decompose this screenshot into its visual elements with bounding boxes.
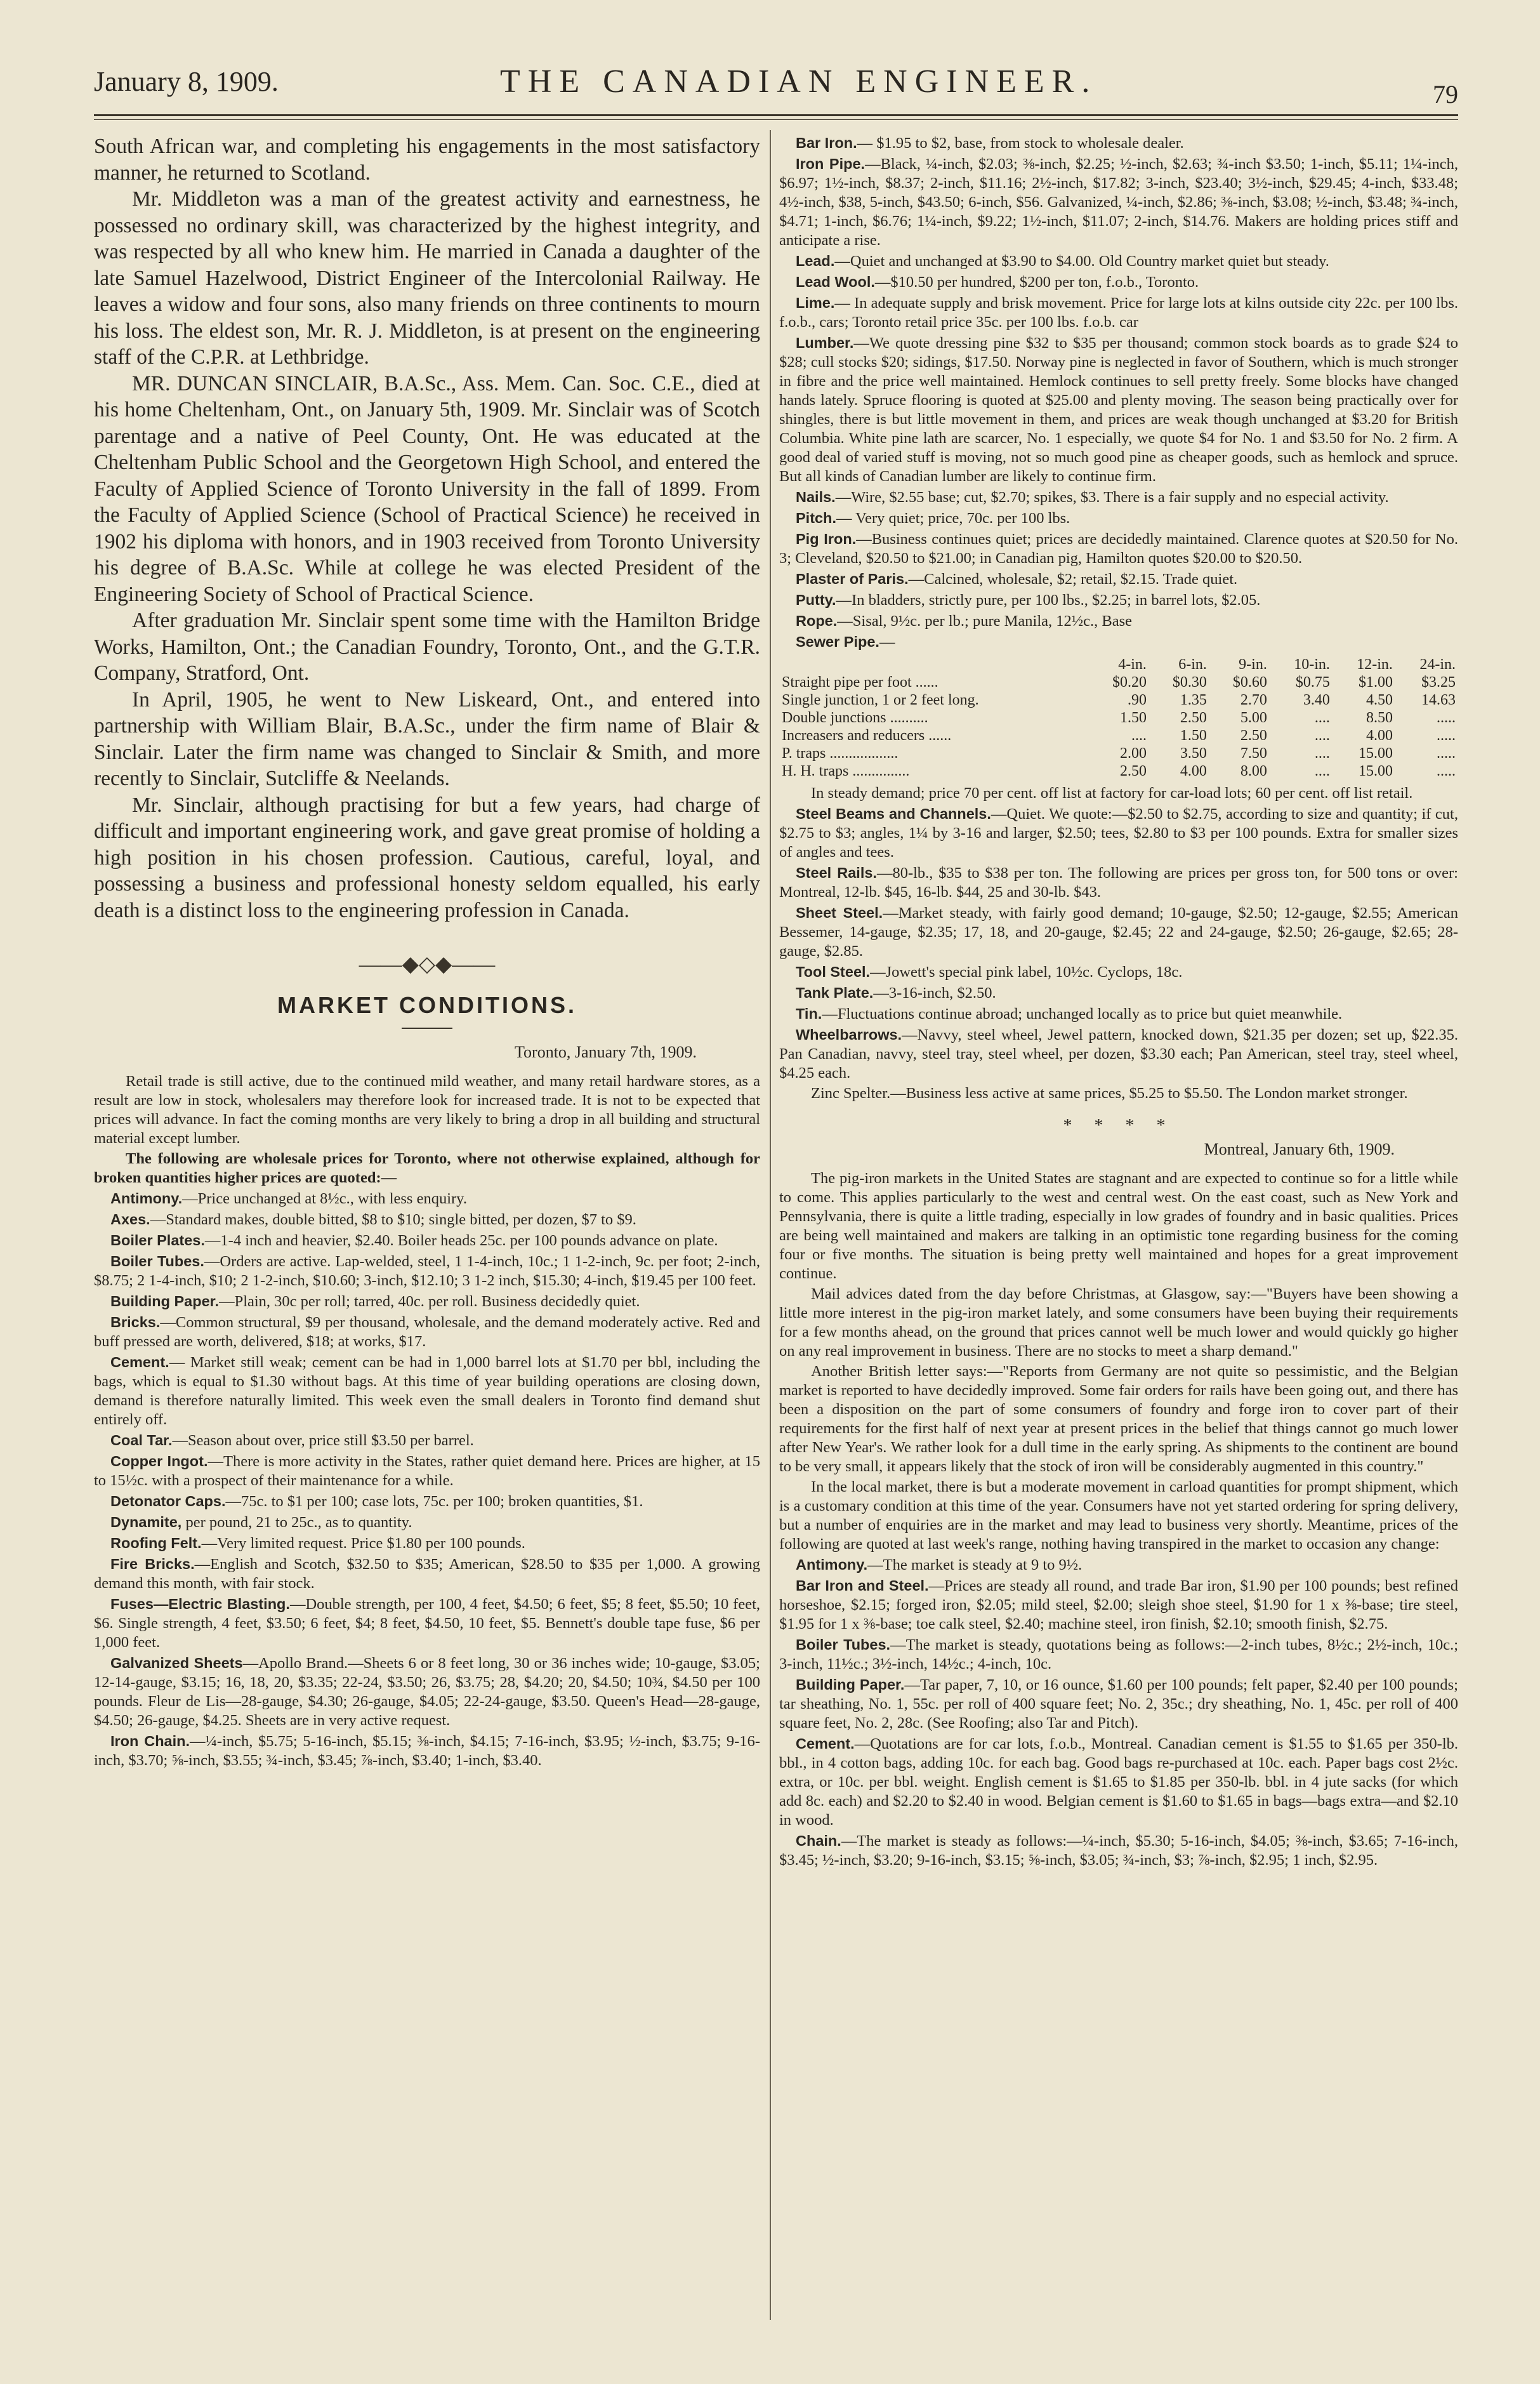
price-item-text: — xyxy=(879,633,895,651)
price-item-name: Bricks. xyxy=(110,1314,161,1330)
table-cell: 2.50 xyxy=(1119,763,1147,779)
price-item-name: Iron Chain. xyxy=(110,1733,190,1749)
table-cell: .... xyxy=(1314,763,1330,779)
price-item-text: —We quote dressing pine $32 to $35 per thousand; common stock boards as to grade $24 to $28; cull stocks $20; sidings, $17.50. Norway pine is neglected in favor of Southern, which is much stronger in fibre and the price well maintained. Hemlock continues to sell pretty freely. Some blocks have changed hands lately. Spruce flooring is quoted at $25.00 and plenty moving. The season being practically over for shingles, there is but little movement in them, and prices are weak though unchanged at $3.20 for British Columbia. White pine lath are scarcer, No. 1 especially, we quote $4 for No. 1 and $3.50 for No. 2 firm. A good deal of varied stuff is moving, not so much good pine as cheaper goods, such as hemlock and spruce. But all kinds of Canadian lumber are likely to continue firm. xyxy=(779,334,1458,485)
ornament-divider: ——◆◇◆—— xyxy=(359,953,496,976)
table-cell: $0.60 xyxy=(1232,674,1267,691)
price-item-text: —Season about over, price still $3.50 per barrel. xyxy=(172,1432,474,1449)
price-item xyxy=(94,1189,760,1209)
price-item xyxy=(779,529,1458,568)
table-cell: Double junctions .......... xyxy=(782,710,928,726)
price-item-text: —1-4 inch and heavier, $2.40. Boiler heads 25c. per 100 pounds advance on plate. xyxy=(204,1232,718,1249)
table-cell: 2.50 xyxy=(1180,710,1207,726)
price-item xyxy=(94,1431,760,1450)
bio-paragraph: In April, 1905, he went to New Liskeard, Ont., and entered into partnership with William Blair, B.A.Sc., under the firm name of Blair & Sinclair. Later the firm name was changed to Sinclair & Smith, and more recently to Sinclair, Sutcliffe & Neelands. xyxy=(94,687,760,790)
page-header xyxy=(94,60,1458,111)
market-intro: Retail trade is still active, due to the continued mild weather, and many retail hardware stores, as a result are low in stock, wholesalers may therefore look for increased trade. It is not to be expected that prices will advance. In fact the coming months are very likely to bring a drop in all building and structural material except lumber. xyxy=(94,1073,760,1147)
price-item-text: —Common structural, $9 per thousand, wholesale, and the demand moderately active. Red and buff pressed are worth, delivered, $18; at works, $17. xyxy=(94,1314,760,1350)
toronto-market xyxy=(94,1072,760,1770)
journal-title: THE CANADIAN ENGINEER. xyxy=(500,63,1098,100)
price-item xyxy=(94,1231,760,1250)
montreal-price-list xyxy=(779,1555,1458,1870)
price-item-text: —Quotations are for car lots, f.o.b., Montreal. Canadian cement is $1.55 to $1.65 per 350-lb. bbl., in 4 cotton bags, adding 10c. for each bag. Good bags re-purchased at 10c. each. Paper bags cost 2½c. extra, or 10c. per bbl. weight. English cement is $1.65 to $1.85 per 350-lb. bbl. in 4 jute sacks (for which add 8c. each) and $2.20 to $2.40 in wood. Belgian cement is $1.60 to $1.65 in bags—bags extra—and $2.10 in wood. xyxy=(779,1735,1458,1829)
obituary-text xyxy=(94,133,760,924)
price-item xyxy=(94,1452,760,1490)
price-item xyxy=(94,1533,760,1553)
price-list-mid xyxy=(779,804,1458,1083)
price-item xyxy=(779,1576,1458,1634)
table-cell: 8.50 xyxy=(1366,710,1393,726)
price-item-name: Tank Plate. xyxy=(796,984,874,1001)
price-item xyxy=(779,983,1458,1003)
bio-paragraph: Mr. Sinclair, although practising for but a few years, had charge of difficult and important engineering work, and gave great promise of holding a high position in his chosen profession. Cautious, careful, loyal, and possessing a business and professional honesty seldom equalled, his early death is a distinct loss to the engineering profession in Canada. xyxy=(94,793,760,922)
table-cell: 15.00 xyxy=(1358,763,1393,779)
price-item-name: Fire Bricks. xyxy=(110,1556,195,1572)
price-item-name: Galvanized Sheets xyxy=(110,1655,243,1671)
price-item-name: Lead. xyxy=(796,253,835,269)
price-item xyxy=(779,590,1458,610)
price-item xyxy=(779,1635,1458,1674)
price-item-name: Building Paper. xyxy=(796,1676,905,1693)
price-item xyxy=(94,1313,760,1351)
price-item-name: Putty. xyxy=(796,592,836,608)
section-stars: * * * * xyxy=(1063,1116,1175,1136)
price-item-text: — $1.95 to $2, base, from stock to wholesale dealer. xyxy=(857,135,1184,152)
price-item xyxy=(779,1025,1458,1083)
table-cell: 3.50 xyxy=(1180,745,1207,762)
toronto-dateline: Toronto, January 7th, 1909. xyxy=(514,1043,697,1061)
table-cell: 2.50 xyxy=(1240,727,1267,744)
montreal-paragraph: Mail advices dated from the day before Christmas, at Glasgow, say:—"Buyers have been showing a little more interest in the pig-iron market lately, and some consumers have been buying their requirements for a few months ahead, on the ground that prices cannot well be much lower and would quickly go higher on any real improvement in business. There are no stocks to meet a sharp demand." xyxy=(779,1285,1458,1360)
price-item-name: Wheelbarrows. xyxy=(796,1026,902,1043)
montreal-dateline: Montreal, January 6th, 1909. xyxy=(1204,1140,1395,1158)
price-item-text: —Quiet and unchanged at $3.90 to $4.00. Old Country market quiet but steady. xyxy=(834,253,1329,270)
price-item-text: —Price unchanged at 8½c., with less enquiry. xyxy=(182,1190,467,1207)
price-item-text: —Standard makes, double bitted, $8 to $10; single bitted, per dozen, $7 to $9. xyxy=(150,1211,636,1228)
table-row xyxy=(779,762,1458,780)
column-header: 6-in. xyxy=(1178,656,1207,673)
table-cell: 4.00 xyxy=(1366,727,1393,744)
table-cell: $1.00 xyxy=(1358,674,1393,691)
table-cell: 5.00 xyxy=(1240,710,1267,726)
price-item-text: —75c. to $1 per 100; case lots, 75c. per 100; broken quantities, $1. xyxy=(225,1493,643,1510)
table-row xyxy=(779,745,1458,762)
table-row xyxy=(779,691,1458,709)
price-item-text: —Prices are steady all round, and trade Bar iron, $1.90 per 100 pounds; best refined horseshoe, $2.15; forged iron, $2.05; mild steel, $2.00; sleigh shoe steel, $1.90 for 1 x ⅜-base; tire steel, $1.95 for 1 x ⅜-base; toe calk steel, $2.40; machine steel, iron finish, $2.10; smooth finish, $2.75. xyxy=(779,1577,1458,1632)
price-item xyxy=(94,1292,760,1311)
table-cell: $3.25 xyxy=(1421,674,1456,691)
price-item-text: —Black, ¼-inch, $2.03; ⅜-inch, $2.25; ½-inch, $2.63; ¾-inch $3.50; 1-inch, $5.11; 1¼-inch, $6.97; 1½-inch, $8.37; 2-inch, $11.16; 2½-inch, $17.82; 3-inch, $23.40; 3½-inch, $29.45; 4-inch, $33.48; 4½-inch, $38, 5-inch, $43.50; 6-inch, $56. Galvanized, ¼-inch, $2.86; ⅜-inch, $3.08; ½-inch, $3.48; ¾-inch, $4.71; 1-inch, $6.76; 1¼-inch, $9.22; 1½-inch, $11.07; 2-inch, $14.76. Makers are holding prices stiff and anticipate a rise. xyxy=(779,156,1458,249)
price-item xyxy=(779,863,1458,902)
montreal-paragraph: Another British letter says:—"Reports from Germany are not quite so pessimistic, and the Belgian market is reported to have decidedly improved. Some fair orders for rails have been going out, and there has been a disposition on the part of some consumers of foundry and forge iron to cover part of their requirements for the first half of next year at present prices in the belief that things cannot go much lower after New Year's. We rather look for a dull time in the early spring. As shipments to the continent are bound to be very small, it appears likely that the stock of iron will be considerably augmented in this country." xyxy=(779,1363,1458,1475)
price-item-name: Tin. xyxy=(796,1005,822,1022)
price-item xyxy=(94,1594,760,1652)
price-item xyxy=(779,333,1458,486)
price-item xyxy=(94,1732,760,1770)
price-item-name: Lumber. xyxy=(796,334,854,351)
section-title: MARKET CONDITIONS. xyxy=(277,992,577,1018)
price-item-name: Rope. xyxy=(796,613,838,629)
montreal-paragraph: In the local market, there is but a moderate movement in carload quantities for prompt shipment, which is a customary condition at this time of the year. Consumers have not yet started ordering for spring delivery, but a number of enquiries are in the market and may lead to business very shortly. Meantime, prices of the following are quoted at last week's range, nothing having transpired in the market to occasion any change: xyxy=(779,1478,1458,1553)
price-item-name: Iron Pipe. xyxy=(796,156,865,172)
price-item-name: Steel Beams and Channels. xyxy=(796,805,991,822)
price-item xyxy=(779,1555,1458,1575)
toronto-price-list xyxy=(94,1189,760,1770)
column-header: 4-in. xyxy=(1118,656,1147,673)
price-item-name: Boiler Plates. xyxy=(110,1232,205,1248)
montreal-paragraph: The pig-iron markets in the United States are stagnant and are expected to continue so for a little while to come. This applies particularly to the west and central west. On the east coast, such as New York and Pennsylvania, there is quite a little trading, especially in low grades of foundry and in basic qualities. Prices are being well maintained and makers are talking in an optimistic tone regarding business for the coming four or five months. The situation is being pretty well maintained and hopes for a great improvement continue. xyxy=(779,1170,1458,1282)
price-item xyxy=(779,251,1458,271)
price-item xyxy=(94,1492,760,1511)
price-item-text: —80-lb., $35 to $38 per ton. The following are prices per gross ton, for 500 tons or over: Montreal, 12-lb. $45, 16-lb. $44, 25 and 30-lb. $43. xyxy=(779,864,1458,901)
table-cell: 7.50 xyxy=(1240,745,1267,762)
table-cell: 14.63 xyxy=(1421,692,1456,708)
price-item-name: Boiler Tubes. xyxy=(110,1253,204,1269)
table-cell: .... xyxy=(1314,745,1330,762)
price-item-text: per pound, 21 to 25c., as to quantity. xyxy=(181,1514,412,1531)
price-item xyxy=(779,508,1458,528)
price-item-text: —English and Scotch, $32.50 to $35; American, $28.50 to $35 per 1,000. A growing demand this month, with fair stock. xyxy=(94,1556,760,1592)
price-item-name: Pig Iron. xyxy=(796,531,857,547)
column-header: 24-in. xyxy=(1419,656,1456,673)
table-cell: 4.50 xyxy=(1366,692,1393,708)
price-item-name: Chain. xyxy=(796,1832,841,1849)
price-item xyxy=(779,804,1458,862)
price-item-name: Tool Steel. xyxy=(796,964,871,980)
table-header-row xyxy=(779,656,1458,673)
table-cell: .... xyxy=(1314,727,1330,744)
price-item-text: —Orders are active. Lap-welded, steel, 1 1-4-inch, 10c.; 1 1-2-inch, 9c. per foot; 2-inch, $8.75; 2 1-4-inch, $10; 2 1-2-inch, $10.60; 3-inch, $12.10; 3 1-2 inch, $15.30; 4-inch, $19.45 per 100 feet. xyxy=(94,1253,760,1289)
column-divider xyxy=(770,130,771,2320)
price-item xyxy=(779,272,1458,292)
table-cell: .... xyxy=(1131,727,1147,744)
table-cell: H. H. traps ............... xyxy=(782,763,910,779)
price-item-text: —In bladders, strictly pure, per 100 lbs., $2.25; in barrel lots, $2.05. xyxy=(836,592,1261,609)
price-item-name: Pitch. xyxy=(796,510,836,526)
table-cell: 8.00 xyxy=(1240,763,1267,779)
left-column xyxy=(94,133,760,1771)
issue-date: January 8, 1909. xyxy=(94,66,279,97)
price-item xyxy=(779,293,1458,332)
table-cell: 3.40 xyxy=(1303,692,1330,708)
price-item-name: Copper Ingot. xyxy=(110,1453,208,1469)
column-header: 9-in. xyxy=(1239,656,1267,673)
toronto-market-continued xyxy=(779,133,1458,1103)
price-item-text: —¼-inch, $5.75; 5-16-inch, $5.15; ⅜-inch, $4.15; 7-16-inch, $3.95; ½-inch, $3.75; 9-16-inch, $3.70; ⅝-inch, $3.55; ¾-inch, $3.45; ⅞-inch, $3.40; 1-inch, $3.40. xyxy=(94,1733,760,1769)
table-cell: Straight pipe per foot ...... xyxy=(782,674,938,691)
price-item-name: Coal Tar. xyxy=(110,1432,173,1448)
column-header: 12-in. xyxy=(1357,656,1393,673)
price-item xyxy=(94,1513,760,1532)
bio-paragraph: South African war, and completing his engagements in the most satisfactory manner, he returned to Scotland. xyxy=(94,135,760,185)
price-item-name: Plaster of Paris. xyxy=(796,571,909,587)
price-item-name: Sheet Steel. xyxy=(796,904,883,921)
price-item-name: Lime. xyxy=(796,295,835,311)
price-item-name: Cement. xyxy=(796,1735,855,1752)
montreal-market xyxy=(779,1140,1458,1870)
price-item-text: —3-16-inch, $2.50. xyxy=(873,984,996,1002)
table-row xyxy=(779,727,1458,745)
price-item-name: Detonator Caps. xyxy=(110,1493,226,1509)
title-rule xyxy=(402,1028,452,1029)
price-item-text: —The market is steady at 9 to 9½. xyxy=(867,1556,1083,1573)
price-item-text: —The market is steady as follows:—¼-inch, $5.30; 5-16-inch, $4.05; ⅜-inch, $3.65; 7-16-inch, $3.45; ½-inch, $3.20; 9-16-inch, $3.15; ⅝-inch, $3.05; ¾-inch, $3; ⅞-inch, $2.95; 1 inch, $2.95. xyxy=(779,1832,1458,1869)
column-header xyxy=(779,656,1089,673)
market-intro-2: The following are wholesale prices for Toronto, where not otherwise explained, although for broken quantities higher prices are quoted:— xyxy=(94,1150,760,1186)
price-item-text: —Plain, 30c per roll; tarred, 40c. per roll. Business decidedly quiet. xyxy=(219,1293,640,1310)
price-item-text: —The market is steady, quotations being as follows:—2-inch tubes, 8½c.; 2½-inch, 10c.; 3-inch, 11½c.; 3½-inch, 14½c.; 4-inch, 10c. xyxy=(779,1636,1458,1672)
price-item-name: Dynamite, xyxy=(110,1514,182,1530)
price-item-name: Roofing Felt. xyxy=(110,1535,202,1551)
price-item-text: —Apollo Brand.—Sheets 6 or 8 feet long, 30 or 36 inches wide; 10-gauge, $3.05; 12-14-gauge, $3.15; 16, 18, 20, $3.35; 22-24, $3.50; 26, $3.75; 28, $4.20; 20, $4.50; 10¾, $4.50 per 100 pounds. Fleur de Lis—28-gauge, $4.30; 26-gauge, $4.05; 22-24-gauge, $3.50. Queen's Head—28-gauge, $4.50; 26-gauge, $4.25. Sheets are in very active request. xyxy=(94,1655,760,1729)
price-item-text: — In adequate supply and brisk movement. Price for large lots at kilns outside city 22c. per 100 lbs. f.o.b., cars; Toronto retail price 35c. per 100 lbs. f.o.b. car xyxy=(779,295,1458,331)
table-cell: $0.30 xyxy=(1172,674,1207,691)
table-cell: P. traps .................. xyxy=(782,745,898,762)
price-list-top xyxy=(779,133,1458,652)
price-item xyxy=(94,1653,760,1730)
price-item-name: Bar Iron and Steel. xyxy=(796,1577,929,1594)
table-cell: .... xyxy=(1314,710,1330,726)
price-item xyxy=(779,903,1458,961)
table-row xyxy=(779,709,1458,727)
header-rule xyxy=(94,114,1458,116)
price-item xyxy=(94,1210,760,1229)
price-item xyxy=(94,1554,760,1593)
table-cell: 2.70 xyxy=(1240,692,1267,708)
price-item-text: —Wire, $2.55 base; cut, $2.70; spikes, $3. There is a fair supply and no especial activity. xyxy=(835,489,1389,506)
price-item xyxy=(779,487,1458,507)
price-item-text: —Double strength, per 100, 4 feet, $4.50; 6 feet, $5; 8 feet, $5.50; 10 feet, $6. Single strength, 4 feet, $3.50; 6 feet, $4; 8 feet, $4.50, 10 feet, $5. Bennett's double tape fuse, $6 per 1,000 feet. xyxy=(94,1596,760,1651)
table-cell: 1.35 xyxy=(1180,692,1207,708)
table-cell: .90 xyxy=(1127,692,1147,708)
price-item xyxy=(779,611,1458,631)
table-cell: $0.75 xyxy=(1295,674,1330,691)
price-item xyxy=(779,1831,1458,1870)
price-item-name: Antimony. xyxy=(110,1190,183,1207)
price-item-name: Bar Iron. xyxy=(796,135,857,151)
header-rule-thin xyxy=(94,119,1458,120)
price-item-text: —Market steady, with fairly good demand; 10-gauge, $2.50; 12-gauge, $2.55; American Bessemer, 14-gauge, $2.35; 17, 18, and 20-gauge, $2.45; 22 and 24-gauge, $2.50; 26-gauge, $2.65; 28-gauge, $2.85. xyxy=(779,904,1458,960)
price-item-name: Steel Rails. xyxy=(796,864,877,881)
zinc-line: Zinc Spelter.—Business less active at same prices, $5.25 to $5.50. The London market stronger. xyxy=(811,1085,1408,1102)
price-item-name: Axes. xyxy=(110,1211,150,1228)
price-item-text: —$10.50 per hundred, $200 per ton, f.o.b., Toronto. xyxy=(874,274,1199,291)
table-cell: ..... xyxy=(1437,763,1456,779)
price-item-text: —Jowett's special pink label, 10½c. Cyclops, 18c. xyxy=(870,964,1183,981)
table-cell: 1.50 xyxy=(1180,727,1207,744)
price-item xyxy=(779,1734,1458,1830)
bio-paragraph: Mr. Middleton was a man of the greatest activity and earnestness, he possessed no ordinary skill, was characterized by the highest integrity, and was respected by all who knew him. He married in Canada a daughter of the late Samuel Hazelwood, District Engineer of the Intercolonial Railway. He leaves a widow and four sons, also many friends on three continents to mourn his loss. The eldest son, Mr. R. J. Middleton, is at present on the engineering staff of the C.P.R. at Lethbridge. xyxy=(94,187,760,369)
price-item xyxy=(94,1353,760,1429)
table-cell: Single junction, 1 or 2 feet long. xyxy=(782,692,979,708)
page-number: 79 xyxy=(1433,80,1458,109)
price-item-name: Sewer Pipe. xyxy=(796,633,879,650)
table-cell: ..... xyxy=(1437,727,1456,744)
price-item xyxy=(779,632,1458,652)
table-cell: 15.00 xyxy=(1358,745,1393,762)
price-item-name: Boiler Tubes. xyxy=(796,1636,891,1653)
price-item-text: —Fluctuations continue abroad; unchanged locally as to price but quiet meanwhile. xyxy=(822,1005,1343,1023)
price-item-text: —Navvy, steel wheel, Jewel pattern, knocked down, $21.35 per dozen; set up, $22.35. Pan Canadian, navvy, steel tray, steel wheel, per dozen, $3.30 each; Pan American, steel tray, steel wheel, $4.25 each. xyxy=(779,1026,1458,1082)
price-item-text: —Quiet. We quote:—$2.50 to $2.75, according to size and quantity; if cut, $2.75 to $3; angles, 1¼ by 3-16 and larger, $2.50; tees, $2.80 to $3 per 100 pounds. Extra for smaller sizes of angles and tees. xyxy=(779,805,1458,861)
table-row xyxy=(779,673,1458,691)
price-item-text: —Sisal, 9½c. per lb.; pure Manila, 12½c., Base xyxy=(837,613,1133,630)
table-cell: 4.00 xyxy=(1180,763,1207,779)
price-item-name: Nails. xyxy=(796,489,836,505)
price-item xyxy=(94,1252,760,1290)
price-item xyxy=(779,1004,1458,1024)
table-cell: $0.20 xyxy=(1112,674,1147,691)
price-item xyxy=(779,962,1458,982)
table-cell: Increasers and reducers ...... xyxy=(782,727,952,744)
price-item-name: Fuses—Electric Blasting. xyxy=(110,1596,290,1612)
price-item-text: — Very quiet; price, 70c. per 100 lbs. xyxy=(836,510,1070,527)
price-item xyxy=(779,154,1458,250)
table-cell: ..... xyxy=(1437,745,1456,762)
price-item xyxy=(779,133,1458,153)
price-item-name: Lead Wool. xyxy=(796,274,875,290)
price-item-name: Antimony. xyxy=(796,1556,868,1573)
table-cell: 2.00 xyxy=(1119,745,1147,762)
price-item-text: —There is more activity in the States, rather quiet demand here. Prices are higher, at 15 to 15½c. with a prospect of their maintenance for a while. xyxy=(94,1453,760,1489)
price-item-name: Building Paper. xyxy=(110,1293,220,1309)
sewer-note: In steady demand; price 70 per cent. off list at factory for car-load lots; 60 per cent. off list retail. xyxy=(811,785,1413,802)
table-cell: ..... xyxy=(1437,710,1456,726)
bio-paragraph: After graduation Mr. Sinclair spent some time with the Hamilton Bridge Works, Hamilton, Ont.; the Canadian Foundry, Toronto, Ont., and the G.T.R. Company, Stratford, Ont. xyxy=(94,609,760,685)
price-item-name: Cement. xyxy=(110,1354,169,1370)
table-cell: 1.50 xyxy=(1119,710,1147,726)
sewer-pipe-table xyxy=(779,656,1458,780)
column-header: 10-in. xyxy=(1294,656,1330,673)
price-item-text: —Very limited request. Price $1.80 per 100 pounds. xyxy=(201,1535,525,1552)
bio-paragraph: MR. DUNCAN SINCLAIR, B.A.Sc., Ass. Mem. Can. Soc. C.E., died at his home Cheltenham, Ont., on January 5th, 1909. Mr. Sinclair was of Scotch parentage and a native of Peel County, Ont. He was educated at the Cheltenham Public School and the Georgetown High School, and entered the Faculty of Applied Science of Toronto University in the fall of 1899. From the Faculty of Applied Science (School of Practical Science) he received in 1902 his diploma with honors, and in 1903 received from Toronto University his degree of B.A.Sc. While at college he was elected President of the Engineering Society of School of Practical Science. xyxy=(94,371,760,606)
price-item-text: —Business continues quiet; prices are decidedly maintained. Clarence quotes at $20.50 for No. 3; Cleveland, $20.50 to $21.00; in Canadian pig, Hamilton quotes $20.00 to $20.50. xyxy=(779,531,1458,567)
price-item-text: —Calcined, wholesale, $2; retail, $2.15. Trade quiet. xyxy=(908,571,1238,588)
price-item xyxy=(779,1675,1458,1733)
price-item xyxy=(779,569,1458,589)
price-item-text: — Market still weak; cement can be had in 1,000 barrel lots at $1.70 per bbl, including the bags, which is equal to $1.30 without bags. At this time of year building operations are closing down, demand is therefore naturally limited. This week even the small dealers in Toronto find demand shut entirely off. xyxy=(94,1354,760,1428)
price-item-text: —Tar paper, 7, 10, or 16 ounce, $1.60 per 100 pounds; felt paper, $2.40 per 100 pounds; tar sheathing, No. 1, 55c. per roll of 400 square feet; No. 2, 35c.; dry sheathing, No. 1, 45c. per roll of 400 square feet, No. 2, 28c. (See Roofing; also Tar and Pitch). xyxy=(779,1676,1458,1732)
right-column xyxy=(779,133,1458,1871)
